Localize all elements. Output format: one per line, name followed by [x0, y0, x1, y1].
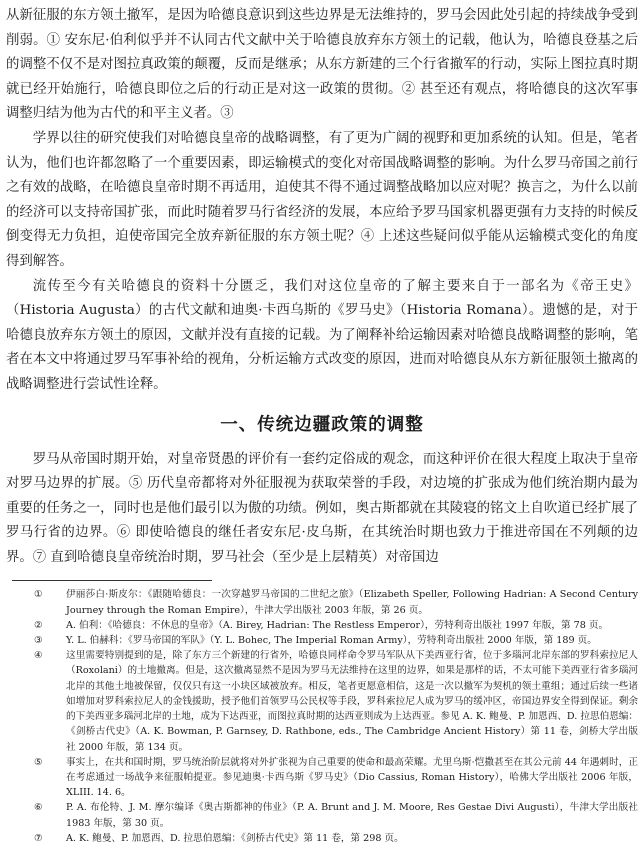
- footnote: [6, 618, 638, 633]
- footnote-text: 事实上，在共和国时期，罗马统治阶层就将对外扩张视为自己重要的使命和最高荣耀。尤里乌斯·恺撒甚至在其公元前 44 年遇刺时，正在考虑通过一场战争来征服帕提亚。参见迪奥·卡西乌斯《罗马史》（Dio Cassius, Roman History），哈佛大学出版社 2006 年版，XLIII. 14. 6。: [66, 756, 638, 799]
- footnote-text: P. A. 布伦特、J. M. 摩尔编译《奥古斯都神的伟业》（P. A. Brunt and J. M. Moore, Res Gestae Divi Augusti），牛津大学出版社 1983 年版，第 30 页。: [66, 802, 638, 829]
- footnote-mark: ②: [34, 619, 43, 631]
- footnote-text: Y. L. 伯赫科：《罗马帝国的军队》（Y. L. Bohec, The Imperial Roman Army），劳特利奇出版社 2000 年版，第 189 页。: [66, 635, 597, 647]
- footnote: [6, 587, 638, 617]
- footnote: [6, 648, 638, 754]
- footnote: [6, 755, 638, 801]
- footnote-mark: ③: [34, 635, 43, 647]
- footnote-mark: ⑥: [34, 802, 43, 814]
- footnote-mark: ⑤: [34, 756, 43, 768]
- section-paragraph: 罗马从帝国时期开始，对皇帝贤愚的评价有一套约定俗成的观念，而这种评价在很大程度上取决于皇帝对罗马边界的扩展。⑤ 历代皇帝都将对外征服视为获取荣誉的手段，对边境的扩张成为他们统治期内最为重要的任务之一，同时也是他们最引以为傲的功绩。例如，奥古斯都就在其陵寝的铭文上自吹道已经扩展了罗马行省的边界。⑥ 即使哈德良的继任者安东尼·皮乌斯，在其统治时期也致力于推进帝国在不列颠的边界。⑦ 直到哈德良皇帝统治时期，罗马社会（至少是上层精英）对帝国边: [6, 451, 638, 565]
- footnote: [6, 831, 638, 846]
- footnote-text: 伊丽莎白·斯皮尔：《跟随哈德良：一次穿越罗马帝国的二世纪之旅》（Elizabeth Speller, Following Hadrian: A Second Century Journey through the Roman Empire），牛津大学出版社 2003 年版，第 26 页。: [66, 589, 638, 616]
- footnote-divider: [12, 580, 212, 581]
- body-paragraph: 学界以往的研究使我们对哈德良皇帝的战略调整，有了更为广阔的视野和更加系统的认知。但是，笔者认为，他们也许都忽略了一个重要因素，即运输模式的变化对帝国战略调整的影响。为什么罗马帝国之前行之有效的战略，在哈德良皇帝时期不再适用，迫使其不得不通过调整战略加以应对呢？换言之，为什么以前的经济可以支持帝国扩张，而此时随着罗马行省经济的发展，本应给予罗马国家机器更强有力支持的时候反倒变得无力负担，迫使帝国完全放弃新征服的东方领土呢？④ 上述这些疑问似乎能从运输模式变化的角度得到解答。: [6, 130, 638, 269]
- footnote: [6, 800, 638, 830]
- footnote-mark: ⑦: [34, 832, 43, 844]
- footnote-mark: ①: [34, 589, 43, 601]
- footnote-text: 这里需要特别提到的是，除了东方三个新建的行省外，哈德良同样命令罗马军队从下美西亚行省，位于多瑙河北岸东部的罗科索拉尼人（Roxolani）的土地撤离。但是，这次撤离显然不是因为罗马无法维持在这里的边界，如果是那样的话，不太可能下美西亚行省多瑙河北岸的其他土地被保留，仅仅只有这一小块区域被放弃。相反，笔者更愿意相信，这是一次以撤军为契机的领土重组；通过后续一些诸如增加对罗科索拉尼人的金钱援助，授予他们首领罗马公民权等手段，罗科索拉尼人成为罗马的缓冲区，帝国边界安全得到保证。剩余的下美西亚多瑙河北岸的土地，成为下达西亚，而图拉真时期的达西亚则成为上达西亚。参见 A. K. 鲍曼、P. 加恩西、D. 拉思伯恩编：《剑桥古代史》（A. K. Bowman, P. Garnsey, D. Rathbone, eds., The Cambridge Ancient History）第 11 卷，剑桥大学出版社 2000 年版，第 134 页。: [66, 650, 638, 753]
- body-paragraph: 流传至今有关哈德良的资料十分匮乏，我们对这位皇帝的了解主要来自于一部名为《帝王史》（Historia Augusta）的古代文献和迪奥·卡西乌斯的《罗马史》（Historia Romana）。遗憾的是，对于哈德良放弃东方领土的原因，文献并没有直接的记载。为了阐释补给运输因素对哈德良战略调整的影响，笔者在本文中将通过罗马军事补给的视角，分析运输方式改变的原因，进而对哈德良从东方新征服领土撤离的战略调整进行尝试性诠释。: [6, 278, 638, 392]
- section-heading: 一、传统边疆政策的调整: [220, 414, 424, 435]
- footnote: [6, 633, 638, 648]
- footnote-list: [6, 587, 638, 845]
- page-body: [6, 4, 638, 846]
- body-paragraph: 从新征服的东方领土撤军，是因为哈德良意识到这些边界是无法维持的，罗马会因此处引起的持续战争受到削弱。① 安东尼·伯利似乎并不认同古代文献中关于哈德良放弃东方领土的记载，他认为，哈德良登基之后的调整不仅不是对图拉真政策的颠覆，反而是继承；从东方新建的三个行省撤军的行动，实际上图拉真时期就已经开始施行，哈德良即位之后的行动正是对这一政策的贯彻。② 甚至还有观点，将哈德良的这次军事调整归结为他为古代的和平主义者。③: [6, 8, 638, 122]
- footnote-mark: ④: [34, 650, 43, 662]
- footnote-text: A. 伯利：《哈德良：不休息的皇帝》（A. Birey, Hadrian: The Restless Emperor），劳特利奇出版社 1997 年版，第 78 页。: [66, 619, 609, 631]
- footnote-text: A. K. 鲍曼、P. 加恩西、D. 拉思伯恩编：《剑桥古代史》第 11 卷，第 298 页。: [66, 832, 404, 844]
